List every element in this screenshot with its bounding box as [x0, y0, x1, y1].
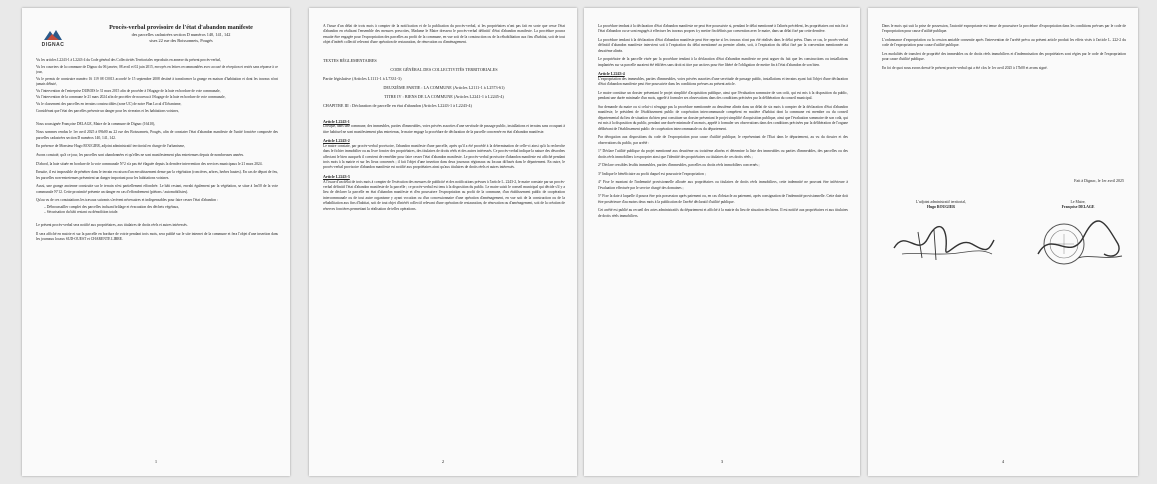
page-number: 4 [1001, 459, 1005, 464]
article-title: Article L2243-4 [598, 71, 625, 77]
paragraph: Considérant que l'état des parcelles présente un danger pour les riverains et les habitations voisines, [36, 108, 180, 113]
page-4 [868, 8, 1138, 476]
paragraph: Vu le classement des parcelles en terrains constructibles (zone UC) de notre Plan Local d'Urbanisme, [36, 101, 182, 106]
bullet-text: Débroussailler complet des parcelles incluant brûlage et évacuation des déchets végétaux, [46, 204, 180, 209]
paragraph: En foi de quoi nous avons dressé le présent procès-verbal qui a été clos le 1er avril 2025 à 17h00 et avons signé. [882, 66, 1048, 70]
page-1-paragraphs [36, 58, 278, 242]
signature-block-maire [1028, 200, 1128, 210]
signatory-name: Françoise DELAGE [1061, 205, 1095, 209]
paragraph: L'expropriation des immeubles, parties d'immeubles, voies privées assorties d'une servitude de passage public, installations et terrains ayant fait l'objet d'une déclaration d'état d'abandon manifeste peut être poursuivie dans les conditions prévues au présent article. [598, 77, 848, 87]
part-title: DEUXIÈME PARTIE : LA COMMUNE (Articles L2111-1 à L2573-61) [383, 84, 505, 90]
mayor-seal-and-signature-icon [1018, 214, 1128, 270]
paragraph: 1° Déclare l'utilité publique du projet mentionné aux deuxième ou troisième alinéas et détermine la liste des immeubles ou parties d'immeubles, des parcelles ou des droits réels immobiliers à exproprier ainsi que l'identité des propriétaires ou titulaires de ces droits réels ; [598, 149, 848, 159]
paragraph: Vu l'intervention de la commune le 21 mars 2024 afin de procéder de nouveau à l'élagage de la haie en bordure de voie communale, [36, 95, 226, 100]
paragraph: Cet arrêté est publié au recueil des actes administratifs du département et affiché à la mairie du lieu de situation des biens. Il est notifié aux propriétaires et aux titulaires de droits réels immobiliers. [598, 208, 848, 218]
signatory-name: Hugo ROUGIER [927, 205, 955, 209]
title-box [84, 24, 278, 44]
page-3-content [598, 24, 848, 448]
paragraph: En présence de Monsieur Hugo ROUGIER, adjoint administratif territorial en charge de l'urbanisme, [36, 144, 185, 149]
signatory-role: Le Maire, [1070, 200, 1086, 204]
paragraph: A l'issue d'un délai de trois mois à compter de la notification et de la publication du procès-verbal, si les propriétaires n'ont pas fait en sorte que cesse l'état d'abandon en réalisant l'ensemble des mesures prescrites, Madame le Maire dressera le procès-verbal définitif d'état d'abandon manifeste. La procédure pourra ensuite être engagée pour l'expropriation des parcelles au profit de la commune, en vue soit de la construction ou de la réhabilitation aux fins d'habitat, soit de tout objet d'intérêt collectif relevant d'une opération de restauration, de rénovation ou d'aménagement. [323, 24, 565, 45]
page-4-content [882, 24, 1126, 154]
signature-block-adjoint [886, 200, 996, 210]
bullet-item: – Débroussailler complet des parcelles incluant brûlage et évacuation des déchets végétaux, [44, 204, 180, 209]
chapter-heading: CHAPITRE III : Déclaration de parcelle en état d'abandon (Articles L2243-1 à L2243-4) [323, 102, 472, 108]
article-text: A l'issue d'un délai de trois mois à compter de l'exécution des mesures de publicité et des notifications prévues à l'article L. 2243-2, le maire constate par un procès-verbal définitif l'état d'abandon manifeste de la parcelle ; ce procès-verbal est tenu à la disposition du public. Le maire saisit le conseil municipal qui décide s'il y a lieu de déclarer la parcelle en état d'abandon manifeste et d'en poursuivre l'expropriation au profit de la commune, d'un établissement public de coopération intercommunale ou de tout autre organisme y ayant vocation ou d'un concessionnaire d'une opération d'aménagement, en vue soit de la construction ou de la réhabilitation aux fins d'habitat, soit de tout objet d'intérêt collectif relevant d'une opération de restauration, de rénovation ou d'aménagement, soit de la création de réserves foncières permettant la réalisation de telles opérations. [323, 179, 565, 211]
page-number: 2 [441, 459, 445, 464]
handwritten-signature-icon [888, 218, 998, 268]
paragraph: Aussi, une grange ancienne construite sur le terrain n'est partiellement effondrée. Le bâti restant, envahi également par la végétation, se situe à 1m50 de la voie communale N°12. Cette proximité présente un danger en cas d'effondrement (piétons / automobilistes). [36, 184, 278, 194]
article-text: Le maire constate, par procès-verbal provisoire, l'abandon manifeste d'une parcelle, après qu'il a été procédé à la détermination de celle-ci ainsi qu'à la recherche dans le fichier immobilier ou au livre foncier des propriétaires, des titulaires de droits réels et des autres intéressés. Ce procès-verbal indique la nature des désordres affectant le bien auxquels il convient de remédier pour faire cesser l'état d'abandon manifeste. Le procès-verbal provisoire d'abandon manifeste est affiché pendant trois mois à la mairie et sur les lieux concernés ; il fait l'objet d'une insertion dans deux journaux régionaux ou locaux diffusés dans le département. En outre, le procès-verbal provisoire d'abandon manifeste est notifié aux propriétaires ainsi qu'aux titulaires de droits réels et autres intéressés. [323, 143, 565, 170]
paragraph: La procédure tendant à la déclaration d'état d'abandon manifeste peut être reprise si les travaux n'ont pas été réalisés dans le délai prévu. Dans ce cas, le procès-verbal définitif d'abandon manifeste intervient soit à l'expiration du délai mentionné au premier alinéa, soit, à l'expiration du délai fixé par la convention mentionnée au deuxième alinéa. [598, 38, 848, 53]
signature-date: Fait à Dignac, le 1er avril 2025 [1074, 178, 1124, 183]
paragraph: Les modalités de transfert de propriété des immeubles ou de droits réels immobiliers et d'indemnisation des propriétaires sont régies par le code de l'expropriation pour cause d'utilité publique. [882, 52, 1126, 62]
title-heading: TITRE IV : BIENS DE LA COMMUNE (Articles L2241-1 à L2245-4) [384, 93, 504, 99]
article-title: Article L2243-3 [323, 174, 350, 180]
paragraph: Avons constaté, qu'à ce jour, les parcelles sont abandonnées et qu'elles ne sont manifestement plus entretenues depuis de nombreuses années. [36, 153, 244, 158]
document-subtitle-1: des parcelles cadastrées section D numéros 140, 141, 142 [131, 32, 231, 37]
logo-name: DIGNAC [41, 42, 65, 48]
paragraph: Le propriétaire de la parcelle visée par la procédure tendant à la déclaration d'état d'abandon manifeste ne peut arguer du fait que les constructions ou installations implantées sur sa parcelle auraient été édifiées sans droit ni titre par un tiers pour être libéré de l'obligation de mettre fin à l'état d'abandon de son bien. [598, 57, 848, 67]
paragraph: Par dérogation aux dispositions du code de l'expropriation pour cause d'utilité publique, le représentant de l'Etat dans le département, au vu du dossier et des observations du public, par arrêté : [598, 135, 848, 145]
article-title: Article L2243-2 [323, 138, 350, 144]
section-title: TEXTES RÉGLEMENTAIRES [323, 57, 377, 63]
dignac-logo [36, 28, 70, 48]
paragraph: Ensuite, il est impossible de pénétrer dans le terrain en raison d'un envahissement dense par la végétation (roncières, arbres, herbes hautes). En cas de départ de feu, les parcelles non-entretenues présentent un danger important pour les habitations voisines. [36, 170, 278, 180]
paragraph: Il sera affiché en mairie et sur la parcelle en bordure de voirie pendant trois mois, sera publié sur le site internet de la commune et fera l'objet d'une insertion dans les journaux locaux SUD-OUEST et CHARENTE LIBRE. [36, 231, 278, 242]
paragraph: Vu les courriers de la commune de Dignac du 06 janvier, 08 avril et 02 juin 2015, envoyés en lettres recommandées avec accusé de réception et restés sans réponse à ce jour, [36, 64, 278, 74]
paragraph: Vu le permis de construire numéro 16 119 08 C0013 accordé le 15 septembre 2008 destiné à transformer la grange en maison d'habitation et dont les travaux n'ont jamais débuté, [36, 76, 278, 86]
page-2-content [323, 24, 565, 448]
page-3 [584, 8, 860, 476]
article-text: Lorsque, dans une commune, des immeubles, parties d'immeubles, voies privées assorties d'une servitude de passage public, installations et terrains sans occupant à titre habituel ne sont manifestement plus entretenus, le maire engage la procédure de déclaration de la parcelle concernée en état d'abandon manifeste. [323, 124, 565, 134]
document-subtitle-2: sises 22 rue des Boissonnets, Pougés [149, 38, 213, 43]
page-1-content [36, 24, 278, 448]
paragraph: Nous sommes rendus le 1er avril 2025 à 09h00 au 22 rue des Boissonnets, Pougés, afin de constater l'état d'abandon manifeste de l'unité foncière composée des parcelles cadastrées section D numéros 140, 141, 142. [36, 130, 278, 140]
paragraph: Sur demande du maire ou si celui-ci n'engage pas la procédure mentionnée au deuxième alinéa dans un délai de six mois à compter de la déclaration d'état d'abandon manifeste, le président de l'établissement public de coopération intercommunale compétent en matière d'habitat dont la commune est membre ou du conseil départemental du lieu de situation du bien peut constituer un dossier présentant le projet simplifié d'acquisition publique, ainsi que l'évaluation sommaire de son coût, qui est mis à la disposition du public, pendant une durée minimale d'un mois, appelé à formuler ses observations dans des conditions précisées par la délibération de l'organe délibérant de l'établissement public de coopération intercommunale ou du département. [598, 105, 848, 131]
paragraph: Le maire constitue un dossier présentant le projet simplifié d'acquisition publique, ainsi que l'évaluation sommaire de son coût, qui est mis à la disposition du public, pendant une durée minimale d'un mois, appelé à formuler ses observations dans des conditions précisées par la délibération du conseil municipal. [598, 91, 848, 101]
paragraph: La procédure tendant à la déclaration d'état d'abandon manifeste ne peut être poursuivie si, pendant le délai mentionné à l'alinéa précédent, les propriétaires ont mis fin à l'état d'abandon ou se sont engagés à effectuer les travaux propres à y mettre fin définis par convention avec le maire, dans un délai fixé par cette dernière. [598, 24, 848, 34]
page-2 [309, 8, 577, 476]
part-title: Partie législative (Articles L1111-1 à L7331-3) [323, 75, 402, 81]
paragraph: Le présent procès-verbal sera notifié aux propriétaires, aux titulaires de droits réels et autres intéressés. [36, 223, 188, 228]
paragraph: Nous soussignée Françoise DELAGE, Maire de la commune de Dignac (16410), [36, 121, 156, 126]
paragraph: 5° Fixe la date à laquelle il pourra être pris possession après paiement ou, en cas d'obstacle au paiement, après consignation de l'indemnité provisionnelle. Cette date doit être postérieure d'au moins deux mois à la publication de l'arrêté déclaratif d'utilité publique. [598, 194, 848, 204]
paragraph: L'ordonnance d'expropriation ou la cession amiable consentie après l'intervention de l'arrêté prévu au présent article produit les effets visés à l'article L. 222-2 du code de l'expropriation pour cause d'utilité publique. [882, 38, 1126, 48]
document-header [36, 24, 278, 48]
paragraph: 3° Indique le bénéficiaire au profit duquel est poursuivie l'expropriation ; [598, 171, 706, 176]
paragraph: 2° Déclare cessibles lesdits immeubles, parties d'immeubles, parcelles ou droits réels immobiliers concernés ; [598, 163, 760, 168]
paragraph: Dans le mois qui suit la prise de possession, l'autorité expropriante est tenue de poursuivre la procédure d'expropriation dans les conditions prévues par le code de l'expropriation pour cause d'utilité publique. [882, 24, 1126, 34]
paragraph: Vu l'intervention de l'entreprise DUBOIS le 31 mars 2015 afin de procéder à l'élagage de la haie en bordure de voie communale, [36, 88, 221, 93]
article-title: Article L2243-1 [323, 118, 350, 124]
signatory-role: L'adjoint administratif territorial, [915, 200, 967, 204]
code-title: CODE GÉNÉRAL DES COLLECTIVITÉS TERRITORIALES [390, 66, 498, 72]
paragraph: 4° Fixe le montant de l'indemnité provisionnelle allouée aux propriétaires ou titulaires de droits réels immobiliers, cette indemnité ne pouvant être inférieure à l'évaluation effectuée par le service chargé des domaines ; [598, 180, 848, 190]
page-number: 3 [720, 459, 724, 464]
paragraph: D'abord, la haie située en bordure de la voie communale N°2 n'a pas été élaguée depuis la dernière intervention des services municipaux le 21 mars 2024. [36, 161, 263, 166]
paragraph: Qu'au vu de ces constatations les travaux suivants s'avèrent nécessaires et indispensables pour faire cesser l'état d'abandon : [36, 198, 218, 203]
bullet-text: Sécurisation du bâti restant ou démolition totale. [46, 209, 119, 214]
dignac-logo-icon [42, 28, 64, 42]
document-title: Procès-verbal provisoire de l'état d'abandon manifeste [109, 24, 253, 31]
page-1 [22, 8, 290, 476]
bullet-item: – Sécurisation du bâti restant ou démolition totale. [44, 209, 119, 214]
page-number: 1 [154, 459, 158, 464]
paragraph: Vu les articles L2243-1 à L2243-4 du Code général des Collectivités Territoriales reproduits en annexe du présent procès-verbal, [36, 58, 221, 62]
